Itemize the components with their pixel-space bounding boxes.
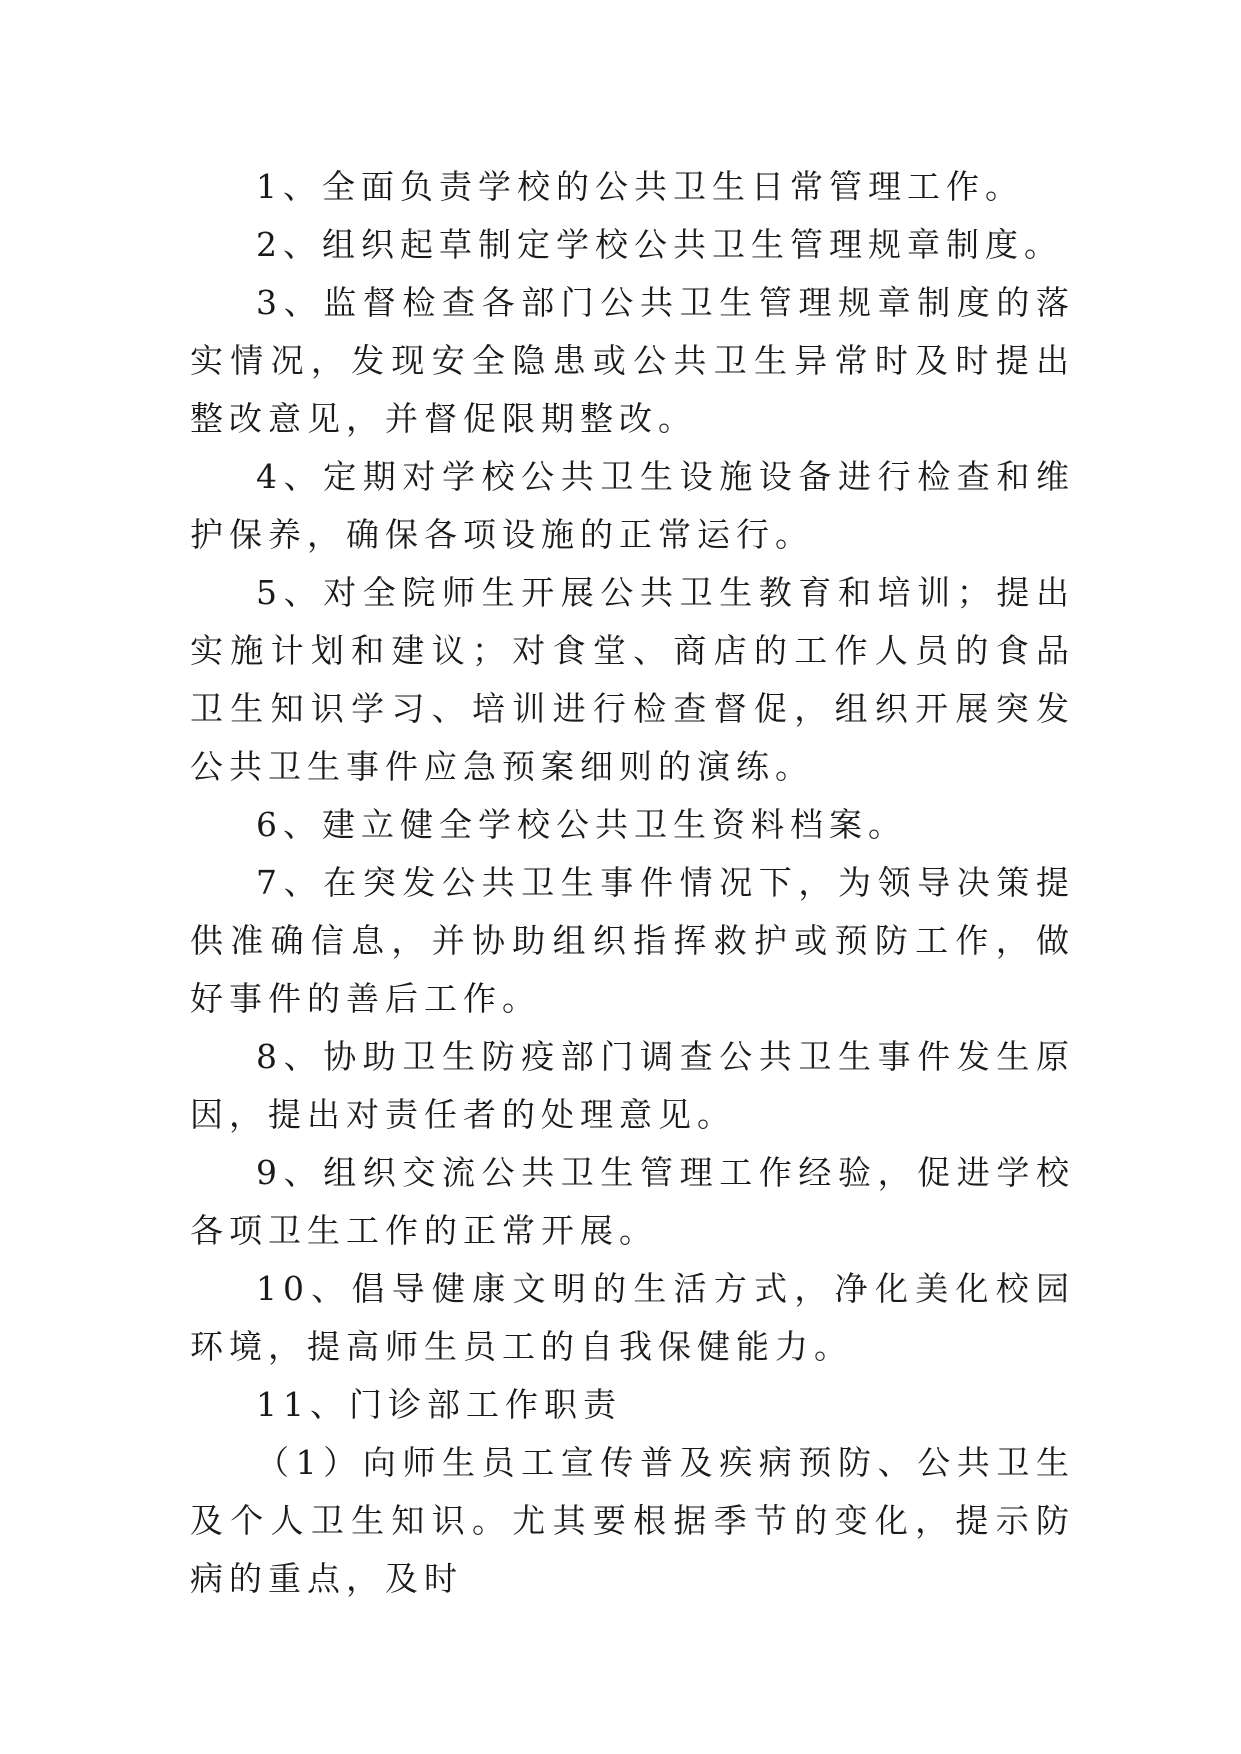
paragraph-2: 2、组织起草制定学校公共卫生管理规章制度。 <box>256 225 1063 264</box>
paragraph-1: 1、全面负责学校的公共卫生日常管理工作。 <box>256 167 1024 206</box>
paragraph-4: 4、定期对学校公共卫生设施设备进行检查和维护保养，确保各项设施的正常运行。 <box>190 457 1075 554</box>
paragraph-10: 10、倡导健康文明的生活方式，净化美化校园环境，提高师生员工的自我保健能力。 <box>190 1269 1075 1366</box>
paragraph-8: 8、协助卫生防疫部门调查公共卫生事件发生原因，提出对责任者的处理意见。 <box>190 1037 1075 1134</box>
paragraph-6: 6、建立健全学校公共卫生资料档案。 <box>256 805 907 844</box>
document-body <box>190 158 1075 1608</box>
paragraph-11: 11、门诊部工作职责 <box>256 1385 622 1424</box>
paragraph-7: 7、在突发公共卫生事件情况下，为领导决策提供准确信息，并协助组织指挥救护或预防工作，做好事件的善后工作。 <box>190 863 1075 1018</box>
paragraph-9: 9、组织交流公共卫生管理工作经验，促进学校各项卫生工作的正常开展。 <box>190 1153 1075 1250</box>
paragraph-12: （1）向师生员工宣传普及疾病预防、公共卫生及个人卫生知识。尤其要根据季节的变化，提示防病的重点，及时 <box>190 1443 1075 1598</box>
paragraph-3: 3、监督检查各部门公共卫生管理规章制度的落实情况，发现安全隐患或公共卫生异常时及时提出整改意见，并督促限期整改。 <box>190 283 1075 438</box>
paragraph-5: 5、对全院师生开展公共卫生教育和培训；提出实施计划和建议；对食堂、商店的工作人员的食品卫生知识学习、培训进行检查督促，组织开展突发公共卫生事件应急预案细则的演练。 <box>190 573 1075 786</box>
